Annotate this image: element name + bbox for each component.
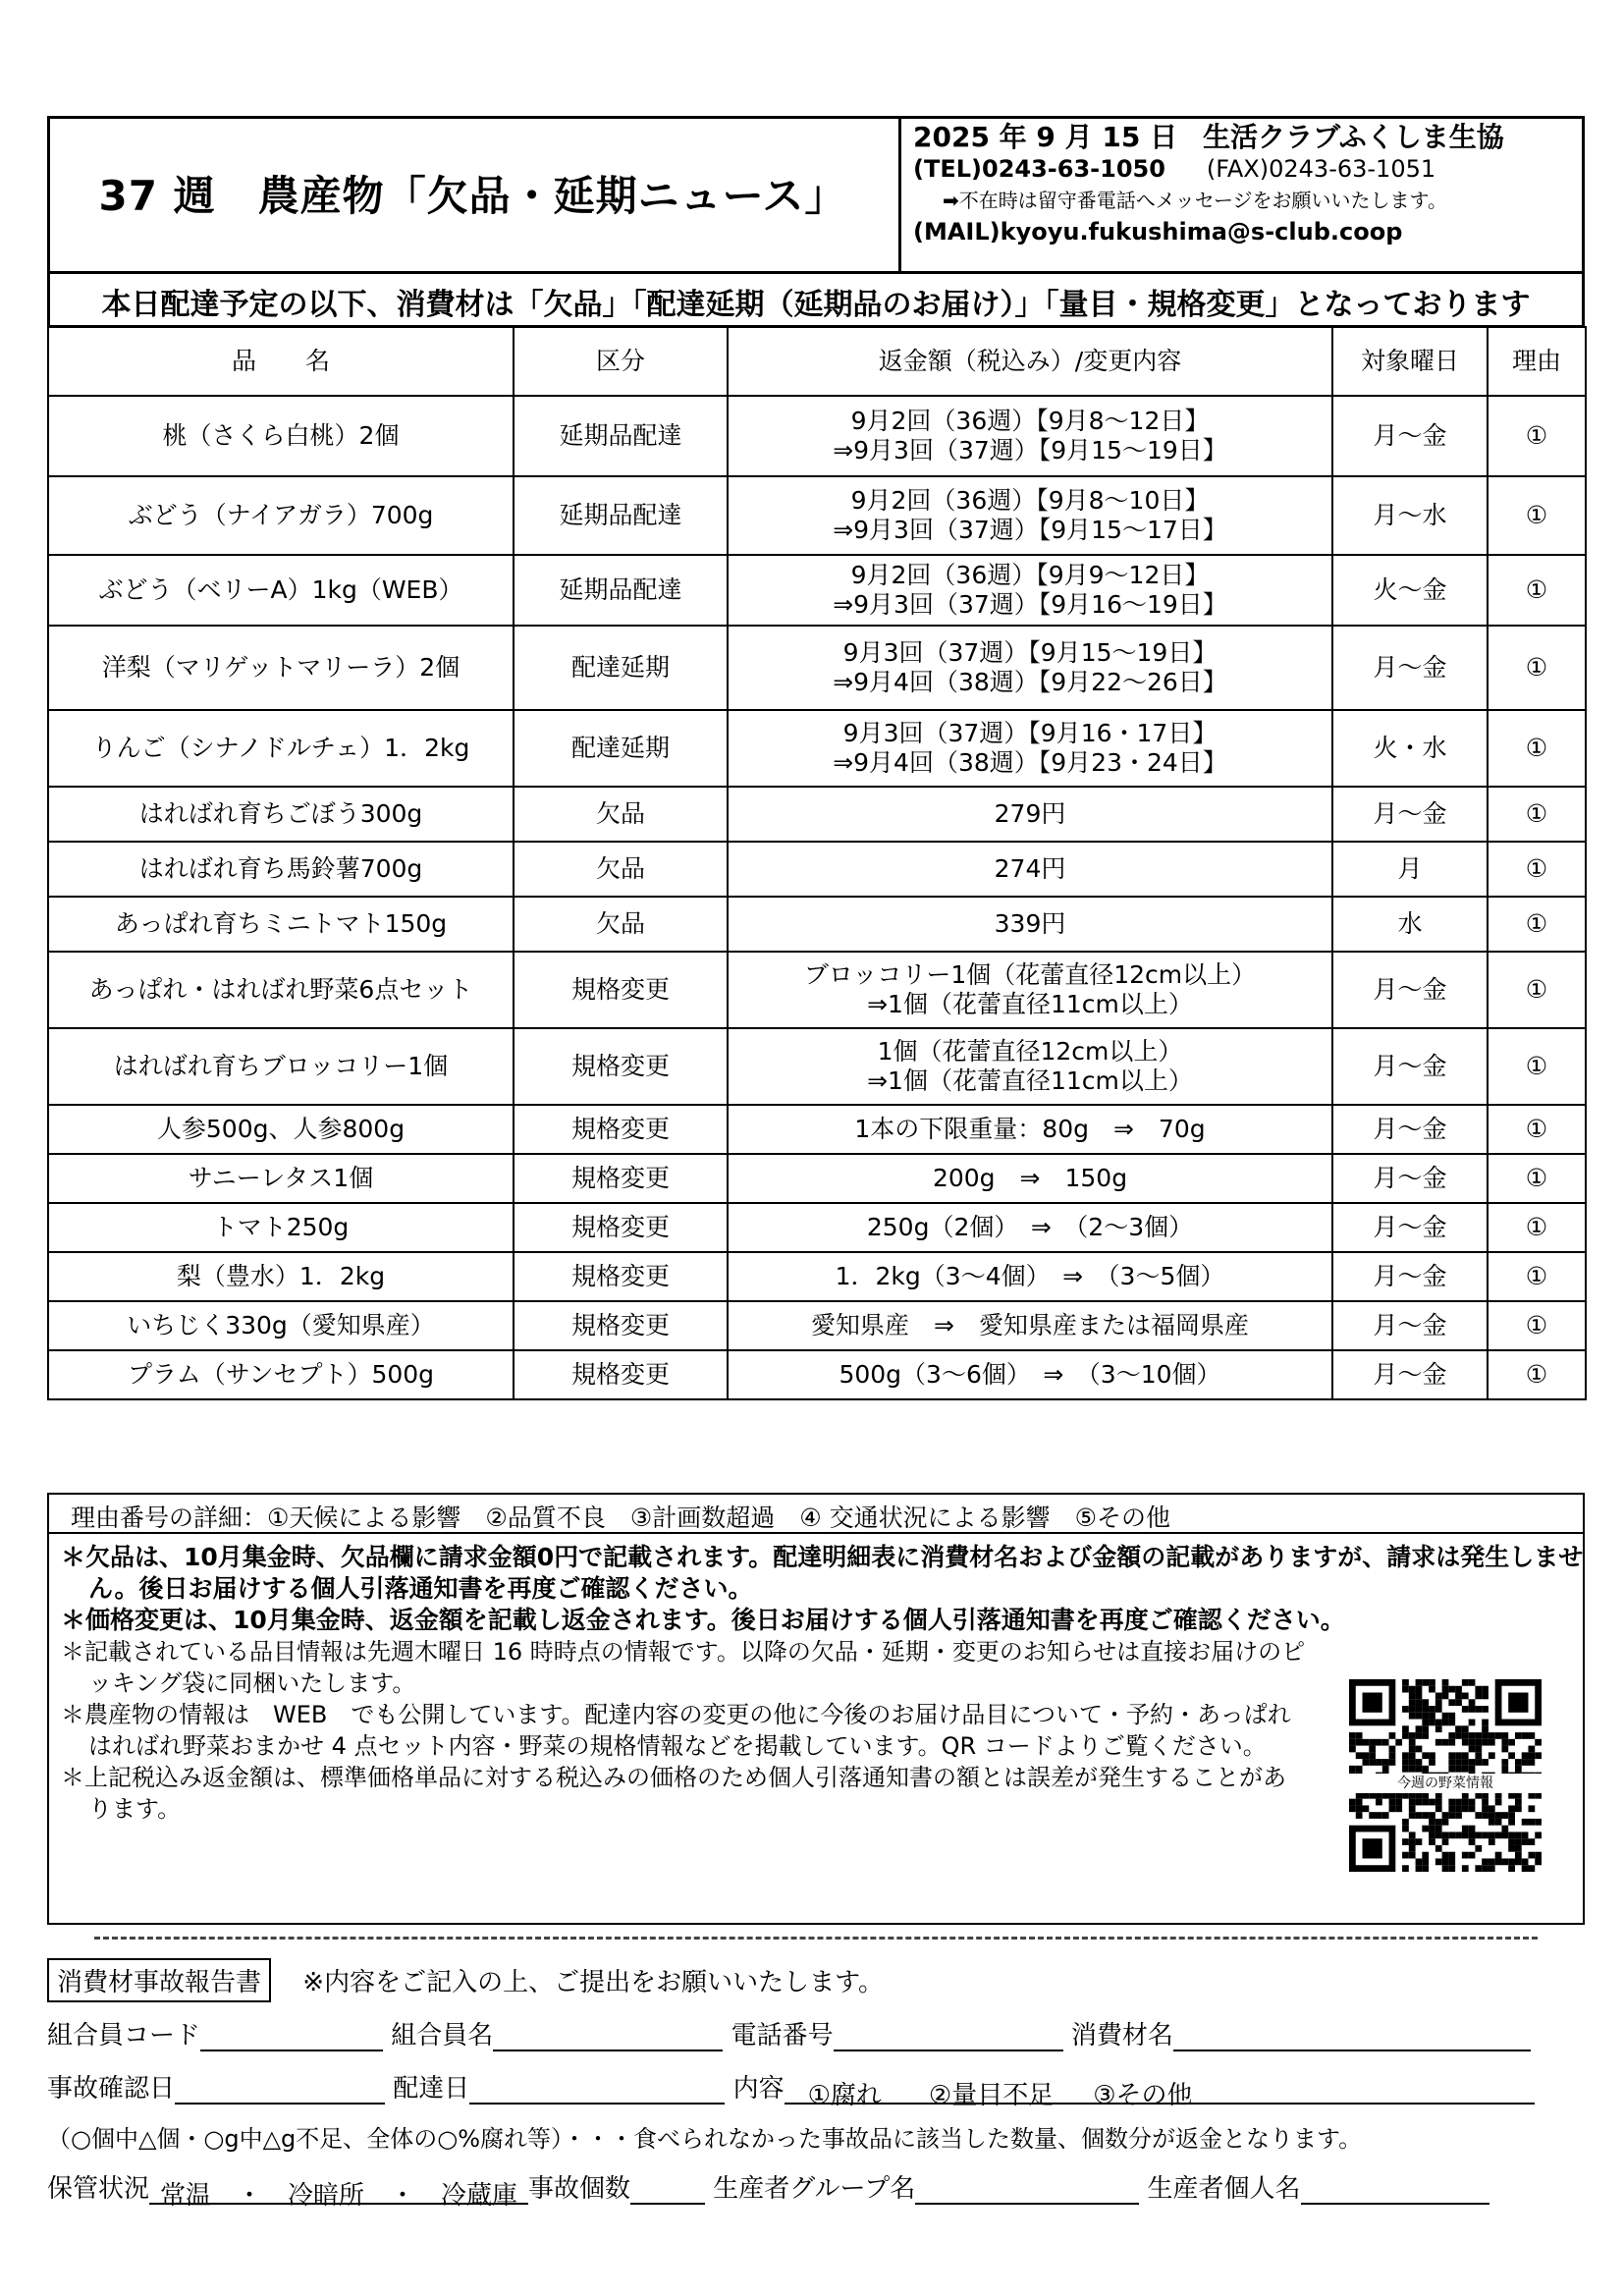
delivery-date-field[interactable] xyxy=(469,2075,725,2105)
detail-line: 274円 xyxy=(994,854,1066,883)
cell-day: 月～金 xyxy=(1332,396,1488,476)
tel-fax-line xyxy=(913,153,1573,185)
member-code-label: 組合員コード xyxy=(47,2021,201,2050)
cell-detail xyxy=(728,952,1332,1028)
refund-note: （○個中△個・○g中△g不足、全体の○%腐れ等）・・・食べられなかった事故品に該当した数量、個数分が返金となります。 xyxy=(47,2125,1363,2153)
cell-detail xyxy=(728,710,1332,787)
cell-name: トマト250g xyxy=(48,1203,514,1252)
cell-kind: 延期品配達 xyxy=(514,396,728,476)
table-row xyxy=(48,1105,1586,1154)
member-code-field[interactable] xyxy=(200,2022,383,2051)
cell-kind: 欠品 xyxy=(514,842,728,897)
phone-label: 電話番号 xyxy=(731,2021,834,2050)
fax: (FAX)0243-63-1051 xyxy=(1206,155,1436,183)
cell-kind: 規格変更 xyxy=(514,1203,728,1252)
cell-detail xyxy=(728,1252,1332,1301)
detail-line: 1個（花蕾直径12cm以上） xyxy=(877,1037,1183,1066)
table-row xyxy=(48,952,1586,1028)
cell-kind: 欠品 xyxy=(514,897,728,952)
table-row xyxy=(48,787,1586,842)
cell-detail xyxy=(728,1154,1332,1203)
detail-line: 9月3回（37週）【9月16・17日】 xyxy=(842,719,1218,747)
cell-kind: 規格変更 xyxy=(514,1154,728,1203)
table-row xyxy=(48,710,1586,787)
note-item: ＊上記税込み返金額は、標準価格単品に対する税込みの価格のため個人引落通知書の額とは誤差が発生することがあります。 xyxy=(61,1764,1286,1823)
cell-reason: ① xyxy=(1488,897,1586,952)
cell-kind: 規格変更 xyxy=(514,1252,728,1301)
detail-line: ⇒1個（花蕾直径11cm以上） xyxy=(867,1066,1193,1095)
table-header-row xyxy=(48,327,1586,396)
col-header-day: 対象曜日 xyxy=(1332,327,1488,396)
tel: (TEL)0243-63-1050 xyxy=(913,155,1165,183)
items-table xyxy=(47,326,1587,1400)
cell-day: 月～金 xyxy=(1332,1252,1488,1301)
note-item: ＊欠品は、10月集金時、欠品欄に請求金額0円で記載されます。配達明細表に消費材名および金額の記載がありますが、請求は発生しません。後日お届けする個人引落通知書を再度ご確認ください。 xyxy=(61,1543,1584,1603)
cell-name: はればれ育ちごぼう300g xyxy=(48,787,514,842)
cell-day: 月～金 xyxy=(1332,1028,1488,1105)
cell-reason: ① xyxy=(1488,1350,1586,1399)
cell-name: ぶどう（ナイアガラ）700g xyxy=(48,476,514,555)
cell-name: サニーレタス1個 xyxy=(48,1154,514,1203)
cell-kind: 規格変更 xyxy=(514,1028,728,1105)
table-row xyxy=(48,555,1586,626)
table-row xyxy=(48,1154,1586,1203)
detail-line: ⇒9月3回（37週）【9月15～17日】 xyxy=(833,516,1227,544)
producer-group-label: 生産者グループ名 xyxy=(713,2174,916,2204)
option-rot[interactable]: ①腐れ xyxy=(807,2081,882,2110)
cell-kind: 規格変更 xyxy=(514,1350,728,1399)
cell-reason: ① xyxy=(1488,1154,1586,1203)
cell-detail xyxy=(728,787,1332,842)
cell-detail xyxy=(728,1028,1332,1105)
contact-cell xyxy=(901,116,1585,271)
cell-detail xyxy=(728,555,1332,626)
cell-detail xyxy=(728,897,1332,952)
table-row xyxy=(48,842,1586,897)
cell-detail xyxy=(728,842,1332,897)
accident-count-label: 事故個数 xyxy=(528,2174,631,2204)
cell-name: あっぱれ育ちミニトマト150g xyxy=(48,897,514,952)
reason-legend: 理由番号の詳細：①天候による影響 ②品質不良 ③計画数超過 ④ 交通状況による影響 ⑤その他 xyxy=(47,1493,1585,1534)
cell-kind: 配達延期 xyxy=(514,626,728,710)
content-options xyxy=(785,2075,1535,2110)
cell-kind: 規格変更 xyxy=(514,1301,728,1350)
detail-line: ⇒1個（花蕾直径11cm以上） xyxy=(867,990,1193,1018)
issue-date: 2025 年 9 月 15 日 xyxy=(913,121,1178,153)
cell-day: 月～金 xyxy=(1332,1350,1488,1399)
cell-day: 月～金 xyxy=(1332,1203,1488,1252)
producer-group-field[interactable] xyxy=(915,2175,1139,2205)
cell-reason: ① xyxy=(1488,787,1586,842)
cell-name: 洋梨（マリゲットマリーラ）2個 xyxy=(48,626,514,710)
cell-day: 月～金 xyxy=(1332,1301,1488,1350)
cell-detail xyxy=(728,1350,1332,1399)
absence-note: ➡不在時は留守番電話へメッセージをお願いいたします。 xyxy=(943,189,1447,212)
cell-detail xyxy=(728,1105,1332,1154)
cell-reason: ① xyxy=(1488,626,1586,710)
table-row xyxy=(48,626,1586,710)
cell-reason: ① xyxy=(1488,1203,1586,1252)
detail-line: 339円 xyxy=(994,909,1066,938)
member-name-label: 組合員名 xyxy=(391,2021,494,2050)
cell-detail xyxy=(728,476,1332,555)
cell-day: 月～金 xyxy=(1332,952,1488,1028)
cell-reason: ① xyxy=(1488,476,1586,555)
member-name-field[interactable] xyxy=(493,2022,723,2051)
cell-kind: 配達延期 xyxy=(514,710,728,787)
cell-day: 月 xyxy=(1332,842,1488,897)
detail-line: 9月2回（36週）【9月9～12日】 xyxy=(850,561,1210,589)
notice-bar: 本日配達予定の以下、消費材は「欠品」「配達延期（延期品のお届け）」「量目・規格変更」となっております xyxy=(47,271,1585,328)
mail: (MAIL)kyoyu.fukushima@s-club.coop xyxy=(913,218,1403,246)
detail-line: ブロッコリー1個（花蕾直径12cm以上） xyxy=(803,960,1257,989)
cell-day: 月～金 xyxy=(1332,787,1488,842)
date-org-line xyxy=(913,122,1573,153)
table-row xyxy=(48,476,1586,555)
org-name: 生活クラブふくしま生協 xyxy=(1203,121,1504,153)
cell-day: 月～金 xyxy=(1332,626,1488,710)
cell-reason: ① xyxy=(1488,1105,1586,1154)
content-label: 内容 xyxy=(732,2074,785,2104)
cell-name: プラム（サンセプト）500g xyxy=(48,1350,514,1399)
table-row xyxy=(48,1252,1586,1301)
delivery-date-label: 配達日 xyxy=(393,2074,470,2104)
cell-name: ぶどう（ベリーA）1kg（WEB） xyxy=(48,555,514,626)
producer-person-label: 生産者個人名 xyxy=(1147,2174,1301,2204)
qr-caption: 今週の野菜情報 xyxy=(1349,1774,1542,1793)
cell-name: はればれ育ち馬鈴薯700g xyxy=(48,842,514,897)
cell-detail xyxy=(728,396,1332,476)
storage-options[interactable]: 常温 ・ 冷暗所 ・ 冷蔵庫 xyxy=(149,2175,528,2205)
item-name-field[interactable] xyxy=(1173,2022,1531,2051)
cell-name: 梨（豊水）1．2kg xyxy=(48,1252,514,1301)
detail-line: 200g ⇒ 150g xyxy=(932,1164,1128,1192)
cell-name: 人参500g、人参800g xyxy=(48,1105,514,1154)
note-item: ＊記載されている品目情報は先週木曜日 16 時時点の情報です。以降の欠品・延期・変更のお知らせは直接お届けのピッキング袋に同梱いたします。 xyxy=(61,1638,1306,1697)
cell-name: りんご（シナノドルチェ）1．2kg xyxy=(48,710,514,787)
form-title: 消費材事故報告書 xyxy=(47,1958,271,2002)
storage-label: 保管状況 xyxy=(47,2174,150,2204)
cell-reason: ① xyxy=(1488,842,1586,897)
accident-date-label: 事故確認日 xyxy=(47,2074,176,2104)
detail-line: 250g（2個） ⇒ （2～3個） xyxy=(866,1213,1194,1241)
cell-day: 月～金 xyxy=(1332,1105,1488,1154)
detail-line: 9月3回（37週）【9月15～19日】 xyxy=(842,638,1218,667)
cell-detail xyxy=(728,1203,1332,1252)
cell-day: 水 xyxy=(1332,897,1488,952)
accident-count-field[interactable] xyxy=(630,2175,705,2205)
cut-line xyxy=(94,1937,1538,1940)
table-row xyxy=(48,1350,1586,1399)
cell-reason: ① xyxy=(1488,952,1586,1028)
table-row xyxy=(48,897,1586,952)
table-row xyxy=(48,396,1586,476)
form-instruction: ※内容をご記入の上、ご提出をお願いいたします。 xyxy=(302,1968,884,1997)
detail-line: 愛知県産 ⇒ 愛知県産または福岡県産 xyxy=(811,1311,1249,1339)
table-row xyxy=(48,1028,1586,1105)
cell-day: 火・水 xyxy=(1332,710,1488,787)
cell-name: はればれ育ちブロッコリー1個 xyxy=(48,1028,514,1105)
note-item: ＊農産物の情報は WEB でも公開しています。配達内容の変更の他に今後のお届け品目について・予約・あっぱれはればれ野菜おまかせ 4 点セット内容・野菜の規格情報などを掲載しています。QR コードよりご覧ください。 xyxy=(61,1701,1291,1760)
detail-line: 1．2kg（3～4個） ⇒ （3～5個） xyxy=(835,1262,1225,1290)
detail-line: 9月2回（36週）【9月8～12日】 xyxy=(850,407,1210,435)
producer-person-field[interactable] xyxy=(1301,2175,1489,2205)
accident-date-field[interactable] xyxy=(175,2075,385,2105)
cell-day: 火～金 xyxy=(1332,555,1488,626)
cell-reason: ① xyxy=(1488,555,1586,626)
cell-reason: ① xyxy=(1488,396,1586,476)
cell-kind: 規格変更 xyxy=(514,1105,728,1154)
cell-kind: 延期品配達 xyxy=(514,476,728,555)
cell-reason: ① xyxy=(1488,1028,1586,1105)
table-row xyxy=(48,1203,1586,1252)
phone-field[interactable] xyxy=(834,2022,1063,2051)
cell-day: 月～金 xyxy=(1332,1154,1488,1203)
cell-name: いちじく330g（愛知県産） xyxy=(48,1301,514,1350)
cell-kind: 延期品配達 xyxy=(514,555,728,626)
cell-name: あっぱれ・はればれ野菜6点セット xyxy=(48,952,514,1028)
cell-detail xyxy=(728,1301,1332,1350)
cell-reason: ① xyxy=(1488,1252,1586,1301)
detail-line: ⇒9月3回（37週）【9月16～19日】 xyxy=(833,590,1227,619)
detail-line: 500g（3～6個） ⇒ （3～10個） xyxy=(839,1360,1221,1389)
option-shortage[interactable]: ②量目不足 xyxy=(928,2081,1055,2110)
detail-line: ⇒9月4回（38週）【9月22～26日】 xyxy=(833,668,1227,696)
cell-reason: ① xyxy=(1488,710,1586,787)
cell-day: 月～水 xyxy=(1332,476,1488,555)
table-row xyxy=(48,1301,1586,1350)
detail-line: ⇒9月4回（38週）【9月23・24日】 xyxy=(833,748,1227,777)
cell-kind: 欠品 xyxy=(514,787,728,842)
title-cell xyxy=(47,116,901,271)
col-header-kind: 区分 xyxy=(514,327,728,396)
cell-reason: ① xyxy=(1488,1301,1586,1350)
col-header-name: 品 名 xyxy=(48,327,514,396)
note-item: ＊価格変更は、10月集金時、返金額を記載し返金されます。後日お届けする個人引落通知書を再度ご確認ください。 xyxy=(61,1606,1345,1634)
detail-line: ⇒9月3回（37週）【9月15～19日】 xyxy=(833,436,1227,465)
detail-line: 279円 xyxy=(994,799,1066,828)
detail-line: 9月2回（36週）【9月8～10日】 xyxy=(850,486,1210,515)
item-name-label: 消費材名 xyxy=(1070,2021,1173,2050)
page-title: 37 週 農産物「欠品・延期ニュース」 xyxy=(98,172,847,220)
detail-line: 1本の下限重量：80g ⇒ 70g xyxy=(854,1115,1206,1143)
cell-detail xyxy=(728,626,1332,710)
cell-kind: 規格変更 xyxy=(514,952,728,1028)
option-other[interactable]: ③その他 xyxy=(1093,2081,1193,2110)
col-header-detail: 返金額（税込み）/変更内容 xyxy=(728,327,1332,396)
col-header-reason: 理由 xyxy=(1488,327,1586,396)
cell-name: 桃（さくら白桃）2個 xyxy=(48,396,514,476)
